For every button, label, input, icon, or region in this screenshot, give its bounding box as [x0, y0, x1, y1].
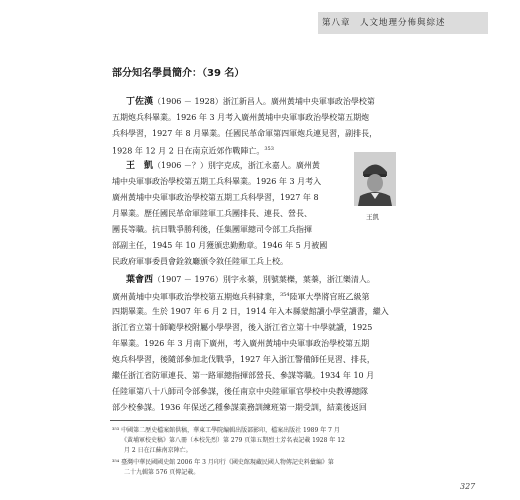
section-title: 部分知名學員簡介：（39 名） [112, 68, 245, 79]
entry-text: 年畢業。1926 年 3 月南下廣州，考入廣州黃埔中央軍事政治學校第五期 [112, 339, 370, 348]
portrait-photo [354, 152, 396, 206]
entry-text: 埔中央軍事政治學校第五期工兵科畢業。1926 年 3 月考入 [112, 177, 322, 186]
footnote-line: 《黃埔軍校史稿》第八冊（本校先烈）第 279 頁第五期烈士芳名表記載 1928 年 12 [112, 437, 345, 444]
entry-line [112, 190, 319, 206]
entry-text: 團長等職。抗日戰爭勝利後，任集團軍總司令部工兵指揮 [112, 225, 312, 234]
photo-caption: 王凱 [366, 213, 379, 221]
entry-text: 部少校參謀。1936 年保送乙種參謀業務訓練班第一期受訓，結業後返回 [112, 403, 367, 412]
footnote-line: ³⁵³ 中國第二歷史檔案館供稿，華東工學院編輯出版部影印，檔案出版社 1989 年 7 月 [112, 427, 340, 434]
entry-line [112, 110, 369, 126]
entry-line [112, 126, 377, 142]
page-number: 327 [460, 482, 476, 491]
entry-text: 1928 年 12 月 2 日在南京近郊作戰陣亡。 [112, 146, 265, 156]
entry-text: 繼任浙江省防軍連長、第一路軍總指揮部營長、參謀等職。1934 年 10 月 [112, 371, 375, 380]
entry-line [112, 222, 312, 238]
entry-text: 廣州黃埔中央軍事政治學校第五期工兵科學習，1927 年 8 [112, 193, 319, 202]
footnote-ref: 353 [264, 146, 274, 152]
entry-text: 陸軍大學將官班乙級第 [289, 292, 370, 302]
entry-line [112, 320, 372, 336]
entry-line [112, 206, 312, 222]
entry-text: 民政府軍事委員會銓敘廳頒令敘任陸軍工兵上校。 [112, 257, 288, 266]
person-name: 王 凱 [126, 161, 154, 171]
entry-text: 月畢業。歷任國民革命軍陸軍工兵團排長、連長、營長、 [112, 209, 312, 218]
entry-text: 任陸軍第八十八師司令部參謀，後任南京中央陸軍軍官學校中央教導總隊 [112, 387, 368, 396]
entry-line [112, 174, 321, 190]
entry-text: 廣州黃埔中央軍事政治學校第五期炮兵科肄業， [112, 292, 280, 302]
entry-line [112, 352, 375, 368]
entry-line [112, 336, 369, 352]
entry-text: 浙江省立第十師範學校附屬小學學習，後入浙江省立第十中學就讀，1925 [112, 323, 373, 332]
person-name: 丁佐漢 [126, 97, 154, 107]
entry-line [112, 238, 327, 254]
entry-line [112, 254, 288, 270]
entry-text: 炮兵科學習，後隨部參加北伐戰爭，1927 年入浙江警備師任見習、排長， [112, 355, 375, 364]
entry-line [112, 288, 370, 305]
entry-line [126, 272, 375, 289]
entry-line [112, 400, 367, 416]
entry-text: 四期畢業。生於 1907 年 6 月 2 日，1914 年入本縣蒙館讀小學堂讀書，繼入 [112, 307, 389, 316]
running-header: 第八章 人文地理分佈與綜述 [322, 18, 446, 28]
footnote-line: 二十九輯第 576 頁傳記載。 [112, 469, 200, 476]
entry-text: 五期炮兵科畢業。1926 年 3 月考入廣州黃埔中央軍事政治學校第五期炮 [112, 113, 370, 122]
entry-line [112, 368, 374, 384]
footnote-line: ³⁵⁴ 臺灣中華民國國史館 2006 年 3 月印行《國史館現藏民國人物傳記史料彙編》第 [112, 459, 334, 466]
entry-text: 兵科學習，1927 年 8 月畢業。任國民革命軍第四軍炮兵連見習，副排長， [112, 129, 378, 138]
person-name: 葉會西 [126, 275, 154, 285]
entry-line [112, 304, 389, 320]
footnote-rule [110, 420, 220, 421]
footnote-line: 月 2 日在江蘇南京陣亡。 [112, 447, 192, 454]
entry-line [112, 384, 368, 400]
entry-line [126, 158, 320, 175]
entry-line [126, 94, 375, 111]
entry-line [112, 142, 274, 159]
entry-text: 部副主任，1945 年 10 月獲頒忠勤勳章。1946 年 5 月被國 [112, 241, 328, 250]
entry-text: （1907 － 1976）別字永蓁，別號葉櫟，葉蓁，浙江樂清人。 [153, 275, 375, 284]
entry-text: （1906 －？）別字克成，浙江永嘉人。廣州黃 [153, 161, 320, 170]
footnote-ref: 354 [280, 292, 290, 298]
entry-text: （1906 － 1928）浙江新昌人。廣州黃埔中央軍事政治學校第 [153, 97, 375, 106]
